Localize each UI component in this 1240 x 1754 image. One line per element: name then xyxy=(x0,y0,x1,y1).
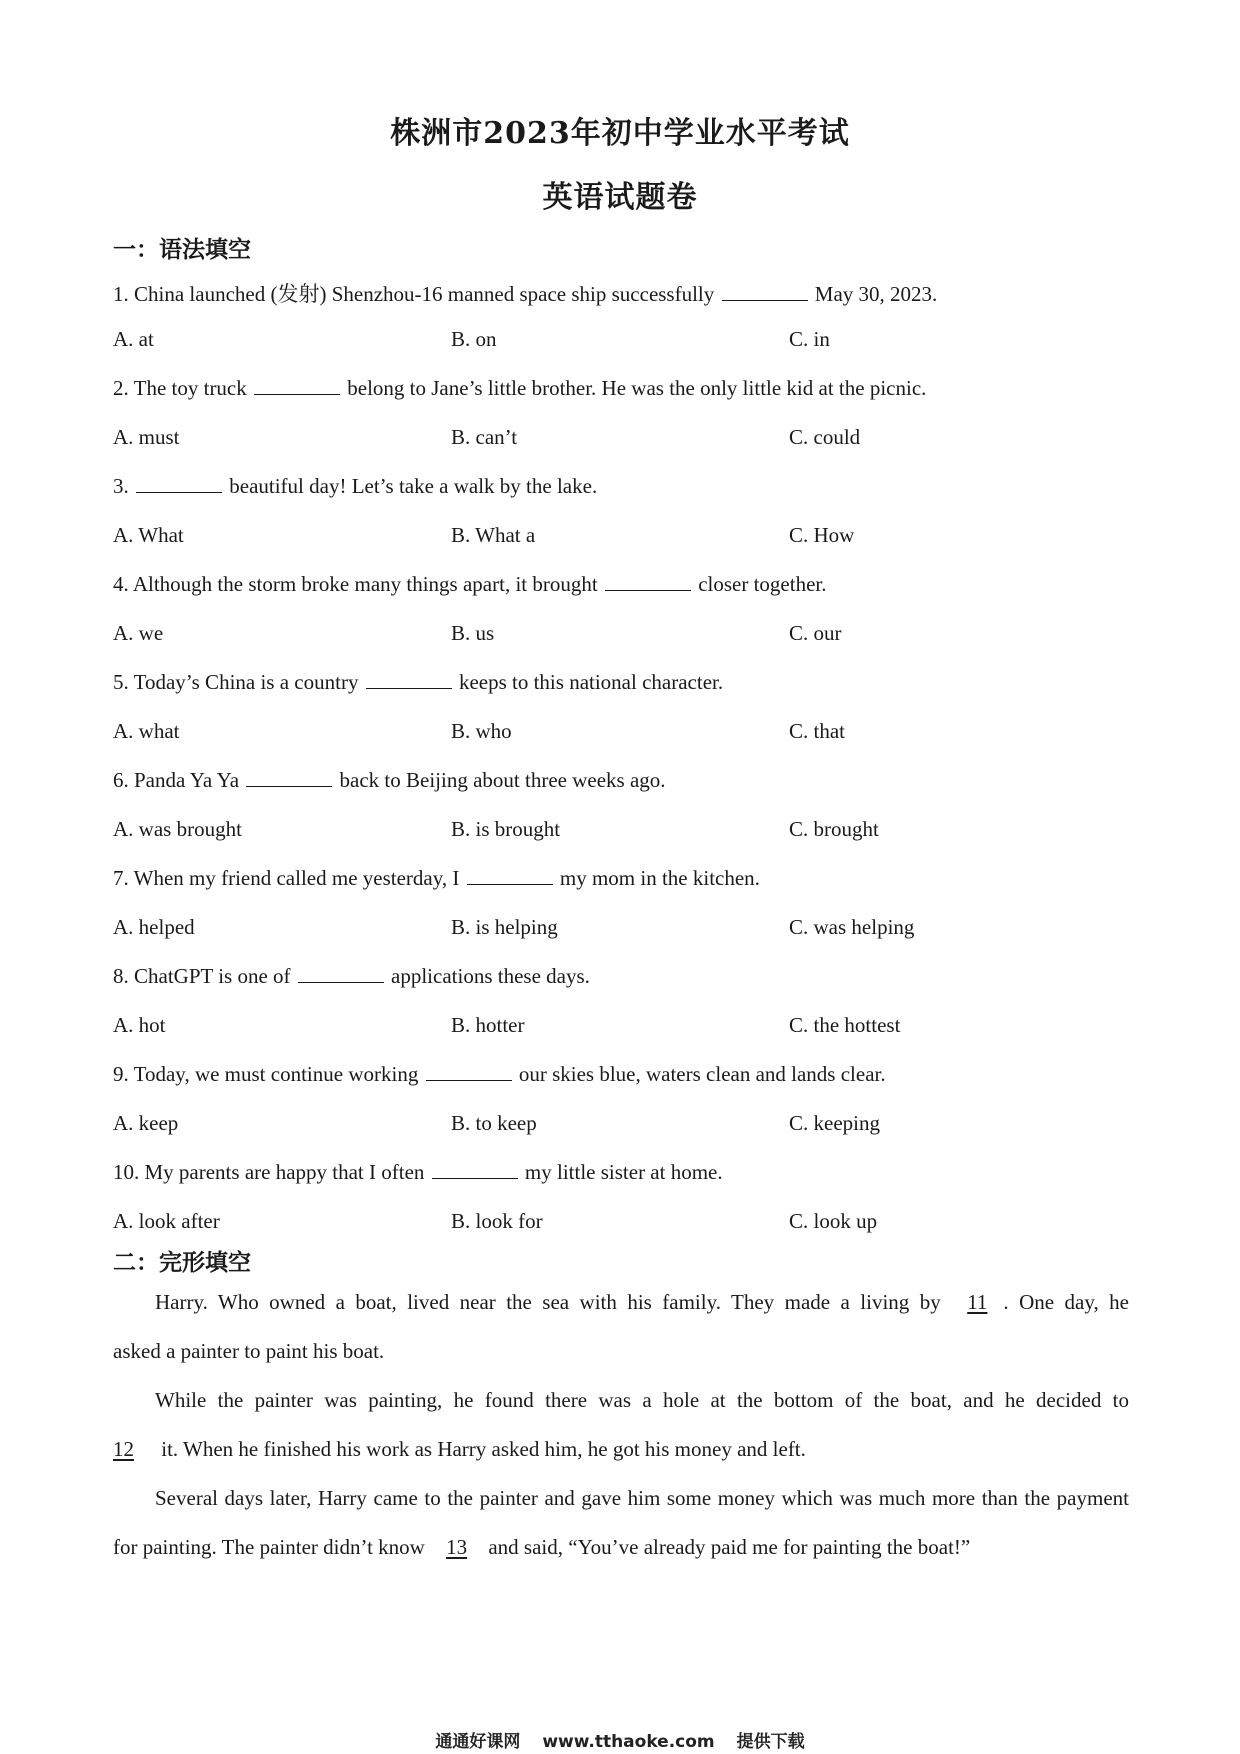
option-b[interactable]: B. can’t xyxy=(451,425,518,449)
answer-blank[interactable] xyxy=(136,474,222,493)
option-b[interactable]: B. us xyxy=(451,621,495,645)
answer-blank[interactable] xyxy=(426,1062,512,1081)
cloze-text: Harry. Who owned a boat, lived near the sea with his family. They made a living by xyxy=(155,1290,941,1314)
question-text: beautiful day! Let’s take a walk by the lake. xyxy=(229,474,598,498)
option-c[interactable]: C. keeping xyxy=(789,1111,880,1135)
cloze-paragraph-3-line-2 xyxy=(113,1535,1129,1560)
option-a[interactable]: A. helped xyxy=(113,915,195,939)
option-c[interactable]: C. could xyxy=(789,425,861,449)
option-a[interactable]: A. What xyxy=(113,523,184,547)
answer-blank[interactable] xyxy=(246,768,332,787)
option-b[interactable]: B. is helping xyxy=(451,915,558,939)
cloze-text: . One day, he xyxy=(1003,1290,1130,1314)
cloze-blank-11: 11 xyxy=(967,1290,988,1314)
option-c[interactable]: C. brought xyxy=(789,817,879,841)
question-stem xyxy=(113,572,827,597)
cloze-paragraph-2-line-1: While the painter was painting, he found there was a hole at the bottom of the boat, and he decided to xyxy=(155,1388,1129,1412)
question-text: 2. The toy truck xyxy=(113,376,247,400)
cloze-blank-12: 12 xyxy=(113,1437,134,1461)
exam-title: 株洲市2023年初中学业水平考试 xyxy=(390,116,850,151)
answer-blank[interactable] xyxy=(722,282,808,301)
question-stem xyxy=(113,670,723,695)
question-text: applications these days. xyxy=(391,964,590,988)
question-text: belong to Jane’s little brother. He was the only little kid at the picnic. xyxy=(347,376,927,400)
footer-note: 提供下载 xyxy=(736,1732,805,1752)
question-text: 5. Today’s China is a country xyxy=(113,670,359,694)
question-stem xyxy=(113,964,590,989)
cloze-paragraph-1-line-1 xyxy=(113,1290,1129,1315)
cloze-paragraph-1-line-2: asked a painter to paint his boat. xyxy=(113,1339,385,1363)
answer-blank[interactable] xyxy=(298,964,384,983)
option-b[interactable]: B. who xyxy=(451,719,512,743)
answer-blank[interactable] xyxy=(254,376,340,395)
exam-subtitle: 英语试题卷 xyxy=(542,180,698,215)
option-b[interactable]: B. What a xyxy=(451,523,536,547)
answer-blank[interactable] xyxy=(366,670,452,689)
option-a[interactable]: A. at xyxy=(113,327,154,351)
question-text: 8. ChatGPT is one of xyxy=(113,964,291,988)
question-stem xyxy=(113,278,937,308)
question-text: 6. Panda Ya Ya xyxy=(113,768,240,792)
question-stem xyxy=(113,866,760,891)
question-stem xyxy=(113,768,666,793)
section-heading-grammar: 一：语法填空 xyxy=(113,236,251,263)
option-c[interactable]: C. that xyxy=(789,719,845,743)
question-stem xyxy=(113,1062,886,1087)
option-a[interactable]: A. we xyxy=(113,621,164,645)
option-b[interactable]: B. to keep xyxy=(451,1111,537,1135)
question-stem xyxy=(113,376,926,401)
page-footer xyxy=(0,1727,1240,1752)
option-c[interactable]: C. in xyxy=(789,327,830,351)
option-b[interactable]: B. look for xyxy=(451,1209,543,1233)
question-text: 9. Today, we must continue working xyxy=(113,1062,419,1086)
option-a[interactable]: A. was brought xyxy=(113,817,242,841)
answer-blank[interactable] xyxy=(467,866,553,885)
option-c[interactable]: C. our xyxy=(789,621,842,645)
question-text: 1. China launched (发射) Shenzhou-16 manned space ship successfully xyxy=(113,282,715,306)
question-text: keeps to this national character. xyxy=(458,670,724,694)
question-text: my mom in the kitchen. xyxy=(559,866,760,890)
cloze-paragraph-3-line-1: Several days later, Harry came to the painter and gave him some money which was much more than the payment xyxy=(155,1486,1129,1510)
option-a[interactable]: A. look after xyxy=(113,1209,220,1233)
question-text: 4. Although the storm broke many things apart, it brought xyxy=(113,572,598,596)
cloze-paragraph-2-line-2 xyxy=(113,1437,1129,1462)
question-stem xyxy=(113,474,597,499)
option-a[interactable]: A. what xyxy=(113,719,180,743)
cloze-text: for painting. The painter didn’t know xyxy=(113,1535,425,1559)
answer-blank[interactable] xyxy=(432,1160,518,1179)
question-text: closer together. xyxy=(698,572,827,596)
question-text: 3. xyxy=(113,474,129,498)
option-a[interactable]: A. hot xyxy=(113,1013,166,1037)
footer-url[interactable]: www.tthaoke.com xyxy=(542,1732,715,1752)
cloze-text: it. When he finished his work as Harry asked him, he got his money and left. xyxy=(161,1437,806,1461)
option-b[interactable]: B. is brought xyxy=(451,817,561,841)
option-b[interactable]: B. hotter xyxy=(451,1013,525,1037)
question-text: May 30, 2023. xyxy=(814,282,938,306)
question-text: 10. My parents are happy that I often xyxy=(113,1160,425,1184)
question-text: our skies blue, waters clean and lands clear. xyxy=(518,1062,886,1086)
option-c[interactable]: C. How xyxy=(789,523,855,547)
option-b[interactable]: B. on xyxy=(451,327,497,351)
footer-site-name: 通通好课网 xyxy=(435,1732,521,1752)
option-c[interactable]: C. look up xyxy=(789,1209,878,1233)
question-text: my little sister at home. xyxy=(524,1160,723,1184)
question-text: back to Beijing about three weeks ago. xyxy=(339,768,666,792)
option-c[interactable]: C. the hottest xyxy=(789,1013,901,1037)
question-text: 7. When my friend called me yesterday, I xyxy=(113,866,460,890)
option-a[interactable]: A. must xyxy=(113,425,180,449)
cloze-text: and said, “You’ve already paid me for painting the boat!” xyxy=(488,1535,971,1559)
cloze-blank-13: 13 xyxy=(446,1535,468,1559)
question-stem xyxy=(113,1160,723,1185)
section-heading-cloze: 二：完形填空 xyxy=(113,1249,251,1276)
option-a[interactable]: A. keep xyxy=(113,1111,179,1135)
answer-blank[interactable] xyxy=(605,572,691,591)
option-c[interactable]: C. was helping xyxy=(789,915,915,939)
